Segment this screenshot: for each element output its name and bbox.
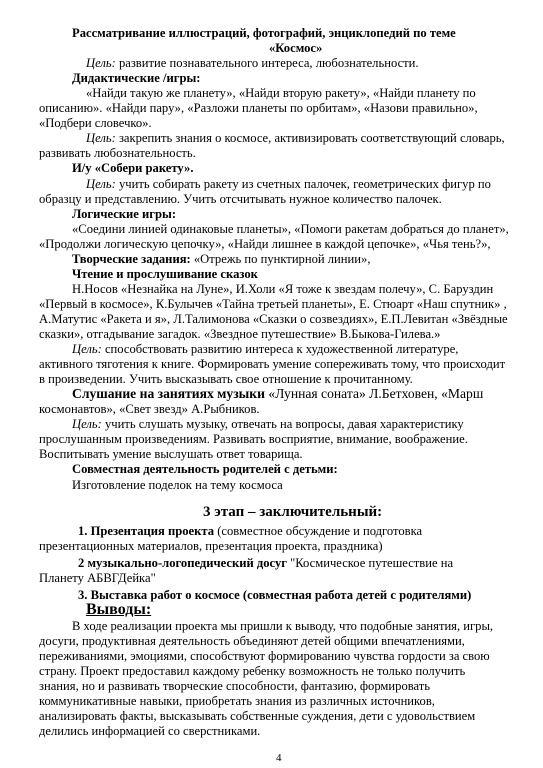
text-line: описанию». «Найди пару», «Разложи планеты по орбитам», «Назови правильно», <box>39 101 478 116</box>
text-line: Н.Носов «Незнайка на Луне», И.Холи «Я тоже к звездам полечу», С. Баруздин <box>72 281 494 296</box>
didactic-games-title: Дидактические /игры: <box>72 71 201 86</box>
goal-paragraph <box>72 341 458 357</box>
page-number: 4 <box>276 752 282 764</box>
text-line: досуги, продуктивная деятельность объединяют детей общими впечатлениями, <box>39 633 465 648</box>
text-line: делились информацией со сверстниками. <box>39 723 261 738</box>
text-line: «Первый в космосе», К.Булычев «Тайна третьей планеты», Е. Стюарт «Наш спутник» , <box>39 296 507 311</box>
text-line: «Соедини линией одинаковые планеты», «Помоги ракетам добраться до планет», <box>72 221 509 236</box>
text-line: образцу и представлению. Учить отсчитывать нужное количество палочек. <box>39 191 442 206</box>
goal-text: способствовать развитию интереса к художественной литературе, <box>101 342 459 357</box>
stage-item <box>78 555 453 571</box>
joint-activity-title: Совместная деятельность родителей с детьми: <box>72 462 338 477</box>
text-line: в произведении. Учить высказывать свое отношение к прочитанному. <box>39 372 413 387</box>
goal-paragraph <box>86 55 419 71</box>
text-line: А.Матутис «Ракета и я», Л.Талимонова «Сказки о созвездиях», Е.П.Левитан «Звёздные <box>39 311 508 326</box>
stage-heading: 3 этап – заключительный: <box>203 503 383 520</box>
text-line: «Подбери словечко». <box>39 116 152 131</box>
section-heading: Рассматривание иллюстраций, фотографий, энциклопедий по теме <box>72 26 456 40</box>
stage-item-title: 3. Выставка работ о космосе (совместная работа детей с родителями) <box>78 587 472 602</box>
text-line: космонавтов», «Свет звезд» А.Рыбников. <box>39 402 260 417</box>
text-line: Изготовление поделок на тему космоса <box>72 477 283 492</box>
stage-item-text: (совместное обсуждение и подготовка <box>214 523 423 538</box>
text-line: развивать любознательность. <box>39 146 196 161</box>
stage-item <box>78 523 422 539</box>
music-text: «Лунная соната» Л.Бетховен, «Марш <box>264 386 484 402</box>
creative-tasks <box>72 251 370 267</box>
text-line: презентационных материалов, презентация проекта, праздника) <box>39 538 383 553</box>
text-line: «Найди такую же планету», «Найди вторую ракету», «Найди планету по <box>86 86 476 101</box>
goal-paragraph <box>86 130 505 146</box>
text-line: знания, но и развивать творческие способности, фантазию, формировать <box>39 678 431 693</box>
creative-tasks-text: «Отрежь по пунктирной линии», <box>190 251 371 266</box>
goal-label: Цель: <box>86 56 116 71</box>
conclusions-heading: Выводы: <box>86 600 152 618</box>
logic-games-title: Логические игры: <box>72 206 177 221</box>
text-line: «Продолжи логическую цепочку», «Найди лишнее в каждой цепочке», «Чья тень?», <box>39 236 491 251</box>
goal-paragraph <box>72 416 464 432</box>
goal-label: Цель: <box>86 131 116 146</box>
text-line: активного тяготения к книге. Формировать умение сопереживать тому, что происходит <box>39 357 506 372</box>
text-line: переживаниями, эмоциями, способствуют формированию чувства гордости за свою <box>39 648 490 663</box>
goal-text: закрепить знания о космосе, активизировать соответствующий словарь, <box>115 131 505 146</box>
text-line: прослушанным произведениям. Развивать восприятие, внимание, воображение. <box>39 432 468 447</box>
goal-label: Цель: <box>86 176 116 191</box>
music-title: Слушание на занятиях музыки <box>72 386 265 402</box>
text-line: В ходе реализации проекта мы пришли к выводу, что подобные занятия, игры, <box>72 618 494 633</box>
section-heading-topic: «Космос» <box>269 41 323 56</box>
goal-label: Цель: <box>72 342 102 357</box>
goal-text: учить собирать ракету из счетных палочек, геометрических фигур по <box>115 176 491 191</box>
text-line: Воспитывать умение выслушать ответ товарища. <box>39 447 303 462</box>
text-line: страну. Проект предоставил каждому ребенку возможность не только получить <box>39 663 466 678</box>
text-line: анализировать факты, высказывать собственные суждения, дети с удовольствием <box>39 708 476 723</box>
text-line: коммуникативные навыки, приобретать знания из различных источников, <box>39 693 435 708</box>
goal-paragraph <box>86 176 491 192</box>
goal-text: развитие познавательного интереса, любознательности. <box>115 56 419 71</box>
rocket-exercise-title: И/у «Собери ракету». <box>72 161 194 176</box>
text-line: Планету АБВГДейка" <box>39 570 156 585</box>
goal-text: учить слушать музыку, отвечать на вопросы, давая характеристику <box>101 417 464 432</box>
stage-item-text: "Космическое путешествие на <box>287 555 454 570</box>
reading-title: Чтение и прослушивание сказок <box>72 266 258 281</box>
stage-item-title: 1. Презентация проекта <box>78 523 215 538</box>
music-paragraph <box>72 386 483 402</box>
text-line: сказки», отгадывание загадок. «Звездное путешествие» В.Быкова-Гилева.» <box>39 327 441 341</box>
goal-label: Цель: <box>72 417 102 432</box>
creative-tasks-title: Творческие задания: <box>72 251 191 266</box>
stage-item-title: 2 музыкально-логопедический досуг <box>78 555 287 570</box>
